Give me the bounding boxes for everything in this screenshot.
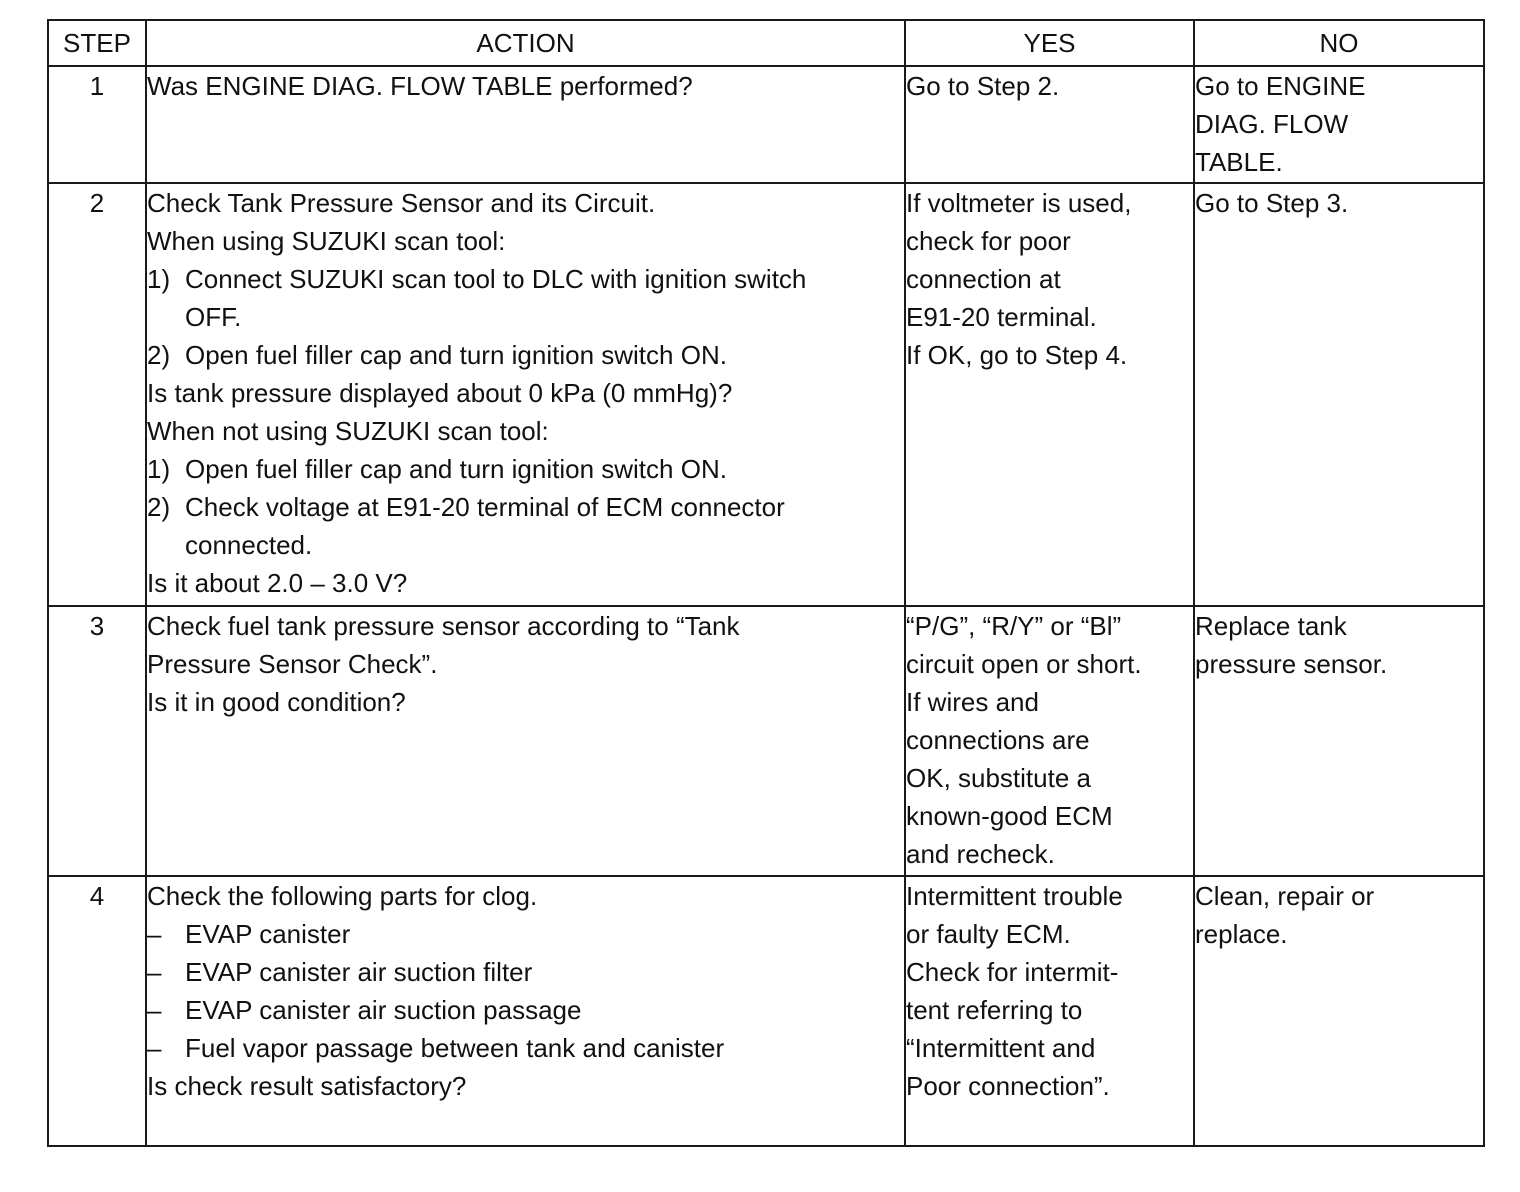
no-line: pressure sensor. bbox=[1195, 649, 1388, 679]
no-cell bbox=[1194, 183, 1484, 606]
numbered-item bbox=[147, 336, 904, 374]
action-line: Was ENGINE DIAG. FLOW TABLE performed? bbox=[147, 71, 693, 101]
action-line: Is it in good condition? bbox=[147, 687, 406, 717]
action-line: Check fuel tank pressure sensor according to “Tank bbox=[147, 611, 740, 641]
no-line: Go to Step 3. bbox=[1195, 188, 1349, 218]
action-line: Pressure Sensor Check”. bbox=[147, 649, 438, 679]
header-yes: YES bbox=[905, 20, 1194, 66]
diagnostic-table-sheet bbox=[47, 19, 1483, 1147]
step-number: 3 bbox=[48, 606, 146, 876]
item-text: Check voltage at E91-20 terminal of ECM connector bbox=[185, 492, 785, 522]
action-cell bbox=[146, 606, 905, 876]
item-number: 2) bbox=[147, 492, 171, 522]
yes-line: Check for intermit- bbox=[906, 957, 1119, 987]
item-text-continued: connected. bbox=[185, 530, 313, 560]
yes-line: tent referring to bbox=[906, 995, 1083, 1025]
header-step: STEP bbox=[48, 20, 146, 66]
action-line: When using SUZUKI scan tool: bbox=[147, 226, 506, 256]
item-text: Open fuel filler cap and turn ignition switch ON. bbox=[185, 454, 727, 484]
table-row bbox=[48, 876, 1484, 1146]
yes-cell bbox=[905, 876, 1194, 1146]
yes-line: Go to Step 2. bbox=[906, 71, 1060, 101]
yes-cell bbox=[905, 66, 1194, 183]
yes-line: OK, substitute a bbox=[906, 763, 1091, 793]
numbered-item bbox=[147, 450, 904, 488]
action-line: Is check result satisfactory? bbox=[147, 1071, 467, 1101]
yes-line: connections are bbox=[906, 725, 1090, 755]
item-number: 2) bbox=[147, 340, 171, 370]
header-action: ACTION bbox=[146, 20, 905, 66]
action-cell bbox=[146, 183, 905, 606]
dash-item bbox=[147, 991, 904, 1029]
dash-marker: – bbox=[147, 919, 162, 949]
yes-cell bbox=[905, 606, 1194, 876]
table-row bbox=[48, 183, 1484, 606]
yes-line: Poor connection”. bbox=[906, 1071, 1110, 1101]
dash-marker: – bbox=[147, 995, 162, 1025]
table-row bbox=[48, 66, 1484, 183]
item-text: Open fuel filler cap and turn ignition switch ON. bbox=[185, 340, 727, 370]
numbered-item bbox=[147, 260, 904, 336]
dash-marker: – bbox=[147, 1033, 162, 1063]
dash-item-text: EVAP canister bbox=[185, 919, 351, 949]
no-line: replace. bbox=[1195, 919, 1288, 949]
table-row bbox=[48, 606, 1484, 876]
diagnostic-flow-table bbox=[47, 19, 1485, 1147]
no-line: DIAG. FLOW bbox=[1195, 109, 1349, 139]
item-number: 1) bbox=[147, 264, 171, 294]
dash-item bbox=[147, 915, 904, 953]
header-row bbox=[48, 20, 1484, 66]
action-line: When not using SUZUKI scan tool: bbox=[147, 416, 549, 446]
action-line: Is it about 2.0 – 3.0 V? bbox=[147, 568, 408, 598]
yes-line: “Intermittent and bbox=[906, 1033, 1096, 1063]
no-cell bbox=[1194, 876, 1484, 1146]
action-line: Check Tank Pressure Sensor and its Circuit. bbox=[147, 188, 656, 218]
item-text-continued: OFF. bbox=[185, 302, 242, 332]
numbered-item bbox=[147, 488, 904, 564]
item-number: 1) bbox=[147, 454, 171, 484]
dash-item bbox=[147, 953, 904, 991]
no-line: Clean, repair or bbox=[1195, 881, 1375, 911]
step-number: 4 bbox=[48, 876, 146, 1146]
no-line: Go to ENGINE bbox=[1195, 71, 1366, 101]
yes-line: and recheck. bbox=[906, 839, 1055, 869]
dash-item-text: EVAP canister air suction filter bbox=[185, 957, 533, 987]
dash-item bbox=[147, 1029, 904, 1067]
yes-line: or faulty ECM. bbox=[906, 919, 1071, 949]
action-line: Is tank pressure displayed about 0 kPa (0 mmHg)? bbox=[147, 378, 733, 408]
yes-line: E91-20 terminal. bbox=[906, 302, 1097, 332]
yes-line: check for poor bbox=[906, 226, 1071, 256]
no-line: Replace tank bbox=[1195, 611, 1347, 641]
no-line: TABLE. bbox=[1195, 147, 1283, 177]
dash-item-text: Fuel vapor passage between tank and canister bbox=[185, 1033, 725, 1063]
yes-line: circuit open or short. bbox=[906, 649, 1142, 679]
step-number: 1 bbox=[48, 66, 146, 183]
dash-item-text: EVAP canister air suction passage bbox=[185, 995, 582, 1025]
yes-line: connection at bbox=[906, 264, 1061, 294]
item-text: Connect SUZUKI scan tool to DLC with ignition switch bbox=[185, 264, 807, 294]
yes-line: “P/G”, “R/Y” or “Bl” bbox=[906, 611, 1122, 641]
no-cell bbox=[1194, 66, 1484, 183]
yes-line: If OK, go to Step 4. bbox=[906, 340, 1128, 370]
action-line: Check the following parts for clog. bbox=[147, 881, 538, 911]
yes-line: Intermittent trouble bbox=[906, 881, 1123, 911]
action-cell bbox=[146, 876, 905, 1146]
action-cell bbox=[146, 66, 905, 183]
yes-line: known-good ECM bbox=[906, 801, 1113, 831]
step-number: 2 bbox=[48, 183, 146, 606]
yes-line: If wires and bbox=[906, 687, 1039, 717]
yes-cell bbox=[905, 183, 1194, 606]
header-no: NO bbox=[1194, 20, 1484, 66]
dash-marker: – bbox=[147, 957, 162, 987]
yes-line: If voltmeter is used, bbox=[906, 188, 1132, 218]
no-cell bbox=[1194, 606, 1484, 876]
